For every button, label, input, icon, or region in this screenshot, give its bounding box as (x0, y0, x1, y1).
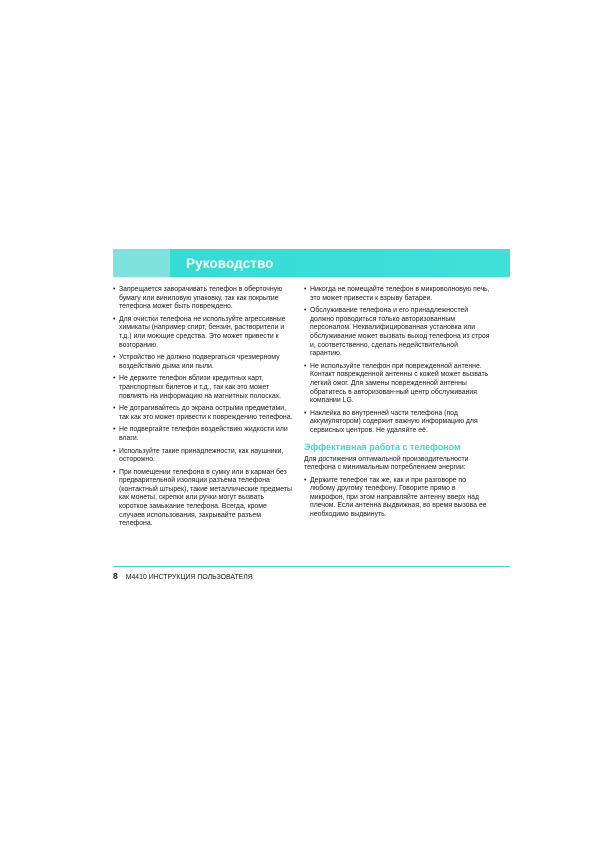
page-footer (113, 572, 253, 582)
list-item: • Устройство не должно подвергаться чрезмерному воздействию дыма или пыли. (113, 354, 294, 371)
subheading-efficient-use: Эффективная работа с телефоном (304, 441, 461, 452)
list-item: • Не подвергайте телефон воздействию жидкости или влаги. (113, 426, 294, 443)
section-title: Руководство (186, 255, 274, 271)
list-item: • Обслуживание телефона и его принадлежностей должно проводиться только авторизованным персоналом. Неквалифицированная установка или обслуживание может вызвать выход телефона из строя и, соответственно, сделать недействительной гарантию. (304, 307, 490, 359)
right-bullet-list (304, 286, 490, 436)
list-item: • Для очистки телефона не используйте агрессивные химикаты (например спирт, бензин, растворители и т.д.) или моющие средства. Это может привести к возгоранию. (113, 316, 294, 350)
right-column (304, 286, 490, 524)
list-item: • Никогда не помещайте телефон в микроволновую печь, это может привести к взрыву батареи. (304, 286, 490, 303)
list-item: • Не дотрагивайтесь до экрана острыми предметами, так как это может привести к повреждению телефона. (113, 405, 294, 422)
footer-divider (113, 566, 510, 567)
list-item: • Используйте такие принадлежности, как наушники, осторожно. (113, 448, 294, 465)
header-title-block (170, 249, 510, 277)
intro-paragraph: Для достижения оптимальной производительности телефона с минимальным потреблением энергии: (304, 455, 469, 472)
list-item: • Держите телефон так же, как и при разговоре по любому другому телефону. Говорите прямо в микрофон, при этом направляйте антенну вверх над плечом. Если антенна выдвижная, во время вызова ее необходимо выдвинуть. (304, 477, 490, 520)
list-item: • Не держите телефон вблизи кредитных карт, транспортных билетов и т.д., так как это может повлиять на информацию на магнитных полосках. (113, 375, 294, 401)
list-item: • Наклейка во внутренней части телефона (под аккумулятором) содержит важную информацию для сервисных центров. Не удаляйте её. (304, 410, 490, 436)
list-item: • Запрещается заворачивать телефон в оберточную бумагу или виниловую упаковку, так как покрытие телефона может быть повреждено. (113, 286, 294, 312)
header-accent-block (113, 249, 170, 277)
page-number: 8 (113, 571, 118, 581)
left-column (113, 286, 294, 533)
left-bullet-list (113, 286, 294, 529)
efficient-use-list (304, 477, 490, 520)
list-item: • Не используйте телефон при поврежденной антенне. Контакт поврежденной антенны с кожей может вызвать легкий ожог. Для замены поврежденной антенны обратитесь в авторизован-ный центр обслуживания компании LG. (304, 363, 490, 406)
footer-manual-title: M4410 ИНСТРУКЦИЯ ПОЛЬЗОВАТЕЛЯ (125, 574, 253, 581)
list-item: • При помещении телефона в сумку или в карман без предварительной изоляции разъема телефона (контактный штырек), такие металлические предметы как монеты, скрепки или ручки могут вызвать короткое замыкание телефона. Всегда, кроме случаев использования, закрывайте разъем телефона. (113, 469, 294, 529)
section-header-band (113, 249, 510, 277)
